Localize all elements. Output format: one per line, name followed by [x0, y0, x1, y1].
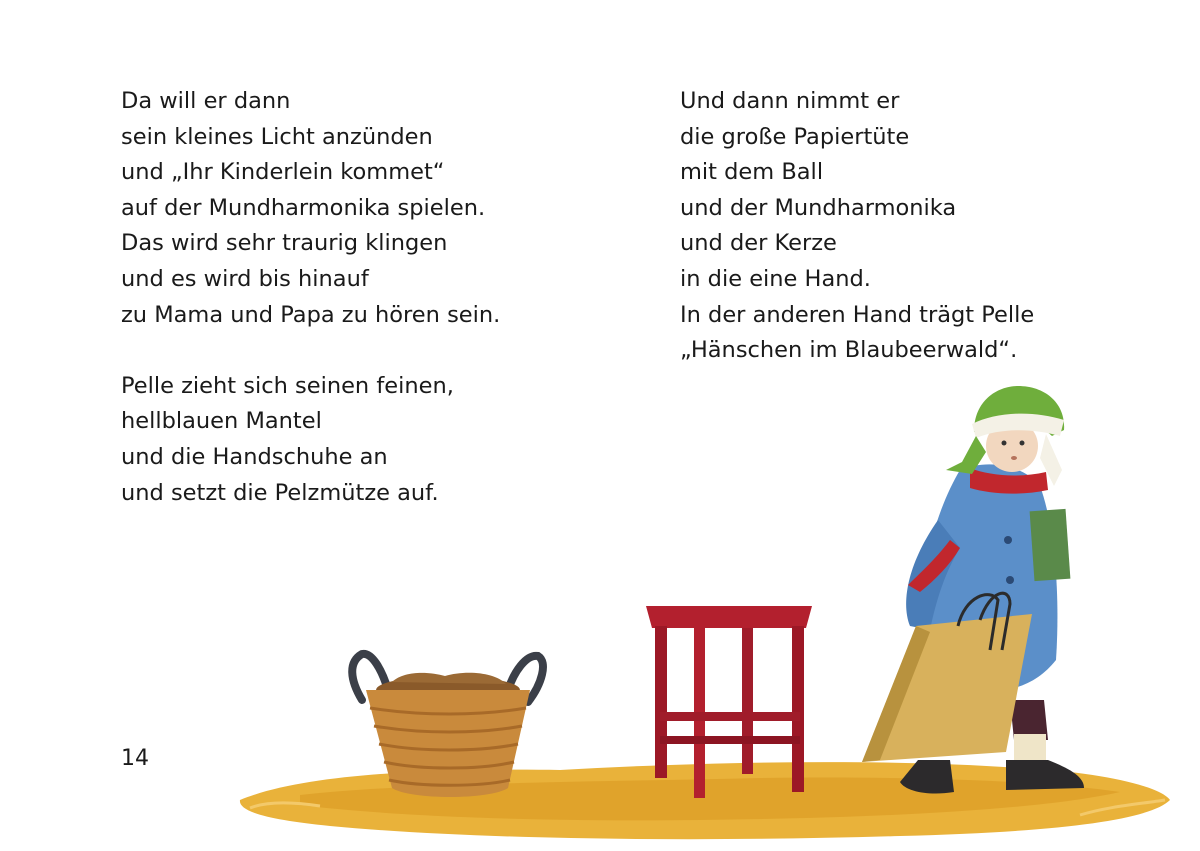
stanza — [121, 369, 641, 511]
right-text-column — [680, 84, 1160, 404]
text-line: zu Mama und Papa zu hören sein. — [121, 301, 501, 328]
text-line: „Hänschen im Blaubeerwald“. — [680, 337, 1018, 364]
text-line: sein kleines Licht anzünden — [121, 123, 433, 150]
text-line: Da will er dann — [121, 88, 291, 114]
text-line: und der Mundharmonika — [680, 194, 957, 221]
stanza — [121, 84, 641, 333]
boy-figure-icon — [862, 386, 1084, 794]
left-text-column — [121, 84, 641, 547]
text-line: mit dem Ball — [680, 159, 824, 186]
text-line: die große Papiertüte — [680, 123, 910, 150]
text-line: Pelle zieht sich seinen feinen, — [121, 372, 454, 399]
text-line: Und dann nimmt er — [680, 88, 900, 114]
text-line: In der anderen Hand trägt Pelle — [680, 301, 1035, 328]
stanza — [680, 84, 1160, 369]
text-line: auf der Mundharmonika spielen. — [121, 194, 486, 221]
text-line: und der Kerze — [680, 230, 837, 257]
text-line: Das wird sehr traurig klingen — [121, 230, 448, 257]
text-line: und setzt die Pelzmütze auf. — [121, 479, 439, 506]
text-line: hellblauen Mantel — [121, 408, 322, 435]
text-line: in die eine Hand. — [680, 265, 871, 292]
page-number: 14 — [121, 746, 149, 771]
text-line: und die Handschuhe an — [121, 443, 388, 470]
text-line: und es wird bis hinauf — [121, 265, 369, 292]
text-line: und „Ihr Kinderlein kommet“ — [121, 159, 445, 186]
